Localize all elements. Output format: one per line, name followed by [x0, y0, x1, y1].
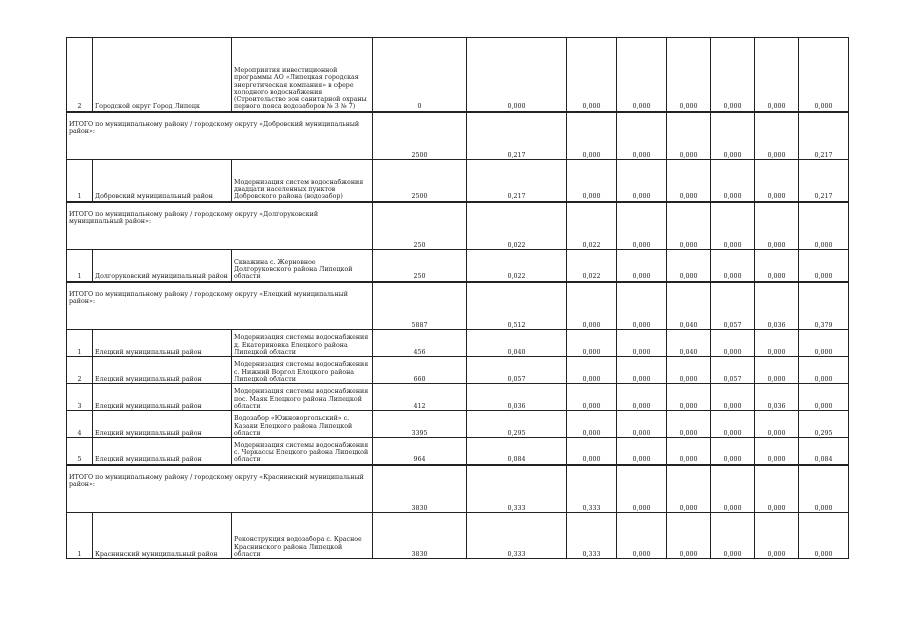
activity-description: Модернизация системы водоснабжения пос. Маяк Елецкого района Липецкой области [232, 384, 373, 411]
value-cell: 0,000 [799, 38, 849, 112]
row-number: 1 [67, 250, 93, 282]
municipality-name: Елецкий муниципальный район [93, 384, 232, 411]
activity-description: Модернизация систем водоснабжения двадцати населенных пунктов Добровского района (водозабор) [232, 160, 373, 202]
value-cell: 0,333 [567, 465, 617, 513]
value-cell: 0,022 [567, 202, 617, 250]
value-cell: 0,000 [711, 202, 755, 250]
value-cell: 0,000 [567, 411, 617, 438]
value-cell: 0,036 [755, 282, 799, 330]
value-cell: 0,000 [567, 357, 617, 384]
municipality-name: Елецкий муниципальный район [93, 411, 232, 438]
municipality-name: Елецкий муниципальный район [93, 357, 232, 384]
value-cell: 0,000 [617, 513, 667, 559]
value-cell: 0,512 [467, 282, 567, 330]
value-cell: 0,000 [711, 513, 755, 559]
activity-description: Модернизация системы водоснабжения с. Черкассы Елецкого района Липецкой области [232, 438, 373, 465]
municipality-name: Городской округ Город Липецк [93, 38, 232, 112]
value-cell: 0,000 [755, 357, 799, 384]
row-number: 4 [67, 411, 93, 438]
value-cell: 0,022 [467, 202, 567, 250]
value-cell: 0,000 [667, 357, 711, 384]
total-row [67, 282, 849, 330]
value-cell: 0 [373, 38, 467, 112]
value-cell: 0,057 [711, 357, 755, 384]
row-number: 5 [67, 438, 93, 465]
value-cell: 0,084 [799, 438, 849, 465]
value-cell: 0,000 [755, 250, 799, 282]
activity-description: Модернизация системы водоснабжения с. Нижний Воргол Елецкого района Липецкой области [232, 357, 373, 384]
value-cell: 0,379 [799, 282, 849, 330]
table-row [67, 250, 849, 282]
row-number: 1 [67, 513, 93, 559]
value-cell: 0,000 [567, 38, 617, 112]
activity-description: Мероприятия инвестиционной программы АО «Липецкая городская энергетическая компания» в сфере холодного водоснабжения (Строительство зон санитарной охраны первого пояса водозаборов № 3 № 7) [232, 38, 373, 112]
value-cell: 0,000 [755, 38, 799, 112]
activity-description: Реконструкция водозабора с. Красное Краснинского района Липецкой области [232, 513, 373, 559]
value-cell: 0,217 [799, 112, 849, 160]
total-row [67, 465, 849, 513]
value-cell: 0,000 [799, 465, 849, 513]
value-cell: 0,000 [711, 330, 755, 357]
value-cell: 0,000 [617, 330, 667, 357]
row-number: 1 [67, 330, 93, 357]
value-cell: 0,000 [799, 357, 849, 384]
municipality-name: Краснинский муниципальный район [93, 513, 232, 559]
value-cell: 0,000 [667, 411, 711, 438]
municipality-name: Добровский муниципальный район [93, 160, 232, 202]
value-cell: 0,000 [617, 250, 667, 282]
value-cell: 0,000 [799, 250, 849, 282]
total-label: ИТОГО по муниципальному району / городскому округу «Краснинский муниципальный район»: [67, 465, 373, 513]
municipality-name: Долгоруковский муниципальный район [93, 250, 232, 282]
value-cell: 250 [373, 202, 467, 250]
value-cell: 250 [373, 250, 467, 282]
table-row [67, 38, 849, 112]
value-cell: 0,000 [667, 202, 711, 250]
municipality-name: Елецкий муниципальный район [93, 330, 232, 357]
value-cell: 0,000 [755, 202, 799, 250]
value-cell: 0,000 [617, 438, 667, 465]
table-row [67, 330, 849, 357]
value-cell: 3830 [373, 465, 467, 513]
table-row [67, 513, 849, 559]
value-cell: 964 [373, 438, 467, 465]
value-cell: 0,084 [467, 438, 567, 465]
value-cell: 0,000 [755, 160, 799, 202]
value-cell: 0,040 [467, 330, 567, 357]
activity-description: Водозабор «Южноворгольский» с. Казаки Елецкого района Липецкой области [232, 411, 373, 438]
total-label: ИТОГО по муниципальному району / городскому округу «Долгоруковский муниципальный район»: [67, 202, 373, 250]
value-cell: 0,000 [711, 112, 755, 160]
value-cell: 0,000 [567, 384, 617, 411]
table-row [67, 411, 849, 438]
investment-table [66, 37, 849, 559]
table-row [67, 438, 849, 465]
value-cell: 0,040 [667, 282, 711, 330]
value-cell: 0,022 [567, 250, 617, 282]
value-cell: 0,000 [667, 112, 711, 160]
table-row [67, 357, 849, 384]
value-cell: 0,000 [567, 112, 617, 160]
value-cell: 0,036 [755, 384, 799, 411]
total-row [67, 202, 849, 250]
value-cell: 0,000 [711, 438, 755, 465]
value-cell: 0,000 [617, 384, 667, 411]
value-cell: 0,295 [799, 411, 849, 438]
value-cell: 0,333 [467, 513, 567, 559]
value-cell: 0,000 [711, 411, 755, 438]
row-number: 1 [67, 160, 93, 202]
value-cell: 0,000 [799, 330, 849, 357]
value-cell: 0,217 [799, 160, 849, 202]
value-cell: 0,000 [617, 38, 667, 112]
value-cell: 0,000 [617, 357, 667, 384]
value-cell: 3830 [373, 513, 467, 559]
value-cell: 0,000 [755, 330, 799, 357]
value-cell: 0,000 [617, 160, 667, 202]
value-cell: 0,000 [711, 384, 755, 411]
value-cell: 0,000 [617, 465, 667, 513]
value-cell: 0,000 [617, 112, 667, 160]
row-number: 2 [67, 38, 93, 112]
value-cell: 0,000 [617, 202, 667, 250]
value-cell: 0,000 [567, 282, 617, 330]
value-cell: 0,000 [617, 411, 667, 438]
value-cell: 412 [373, 384, 467, 411]
table-row [67, 160, 849, 202]
value-cell: 0,000 [567, 438, 617, 465]
value-cell: 0,000 [567, 330, 617, 357]
value-cell: 0,000 [667, 160, 711, 202]
total-label: ИТОГО по муниципальному району / городскому округу «Елецкий муниципальный район»: [67, 282, 373, 330]
value-cell: 0,000 [667, 38, 711, 112]
value-cell: 0,000 [755, 513, 799, 559]
value-cell: 2500 [373, 160, 467, 202]
value-cell: 0,000 [667, 250, 711, 282]
value-cell: 0,040 [667, 330, 711, 357]
value-cell: 0,000 [799, 384, 849, 411]
value-cell: 0,000 [711, 38, 755, 112]
value-cell: 0,000 [755, 438, 799, 465]
total-row [67, 112, 849, 160]
value-cell: 0,000 [667, 438, 711, 465]
table-body [67, 38, 849, 559]
value-cell: 660 [373, 357, 467, 384]
value-cell: 0,000 [667, 384, 711, 411]
value-cell: 0,000 [667, 465, 711, 513]
value-cell: 0,000 [711, 250, 755, 282]
value-cell: 0,022 [467, 250, 567, 282]
row-number: 2 [67, 357, 93, 384]
municipality-name: Елецкий муниципальный район [93, 438, 232, 465]
value-cell: 456 [373, 330, 467, 357]
value-cell: 0,295 [467, 411, 567, 438]
value-cell: 0,000 [799, 513, 849, 559]
value-cell: 0,057 [711, 282, 755, 330]
value-cell: 0,000 [755, 465, 799, 513]
value-cell: 0,000 [467, 38, 567, 112]
value-cell: 0,000 [567, 160, 617, 202]
value-cell: 0,333 [567, 513, 617, 559]
value-cell: 0,000 [711, 160, 755, 202]
row-number: 3 [67, 384, 93, 411]
activity-description: Модернизация системы водоснабжения д. Екатериновка Елецкого района Липецкой области [232, 330, 373, 357]
value-cell: 0,000 [755, 411, 799, 438]
table-row [67, 384, 849, 411]
value-cell: 0,000 [617, 282, 667, 330]
value-cell: 0,000 [667, 513, 711, 559]
value-cell: 3395 [373, 411, 467, 438]
value-cell: 0,217 [467, 112, 567, 160]
value-cell: 0,000 [711, 465, 755, 513]
value-cell: 2500 [373, 112, 467, 160]
value-cell: 0,333 [467, 465, 567, 513]
value-cell: 0,036 [467, 384, 567, 411]
value-cell: 0,000 [799, 202, 849, 250]
activity-description: Скважина с. Жерновное Долгоруковского района Липецкой области [232, 250, 373, 282]
value-cell: 0,057 [467, 357, 567, 384]
value-cell: 5887 [373, 282, 467, 330]
value-cell: 0,217 [467, 160, 567, 202]
total-label: ИТОГО по муниципальному району / городскому округу «Добровский муниципальный район»: [67, 112, 373, 160]
value-cell: 0,000 [755, 112, 799, 160]
